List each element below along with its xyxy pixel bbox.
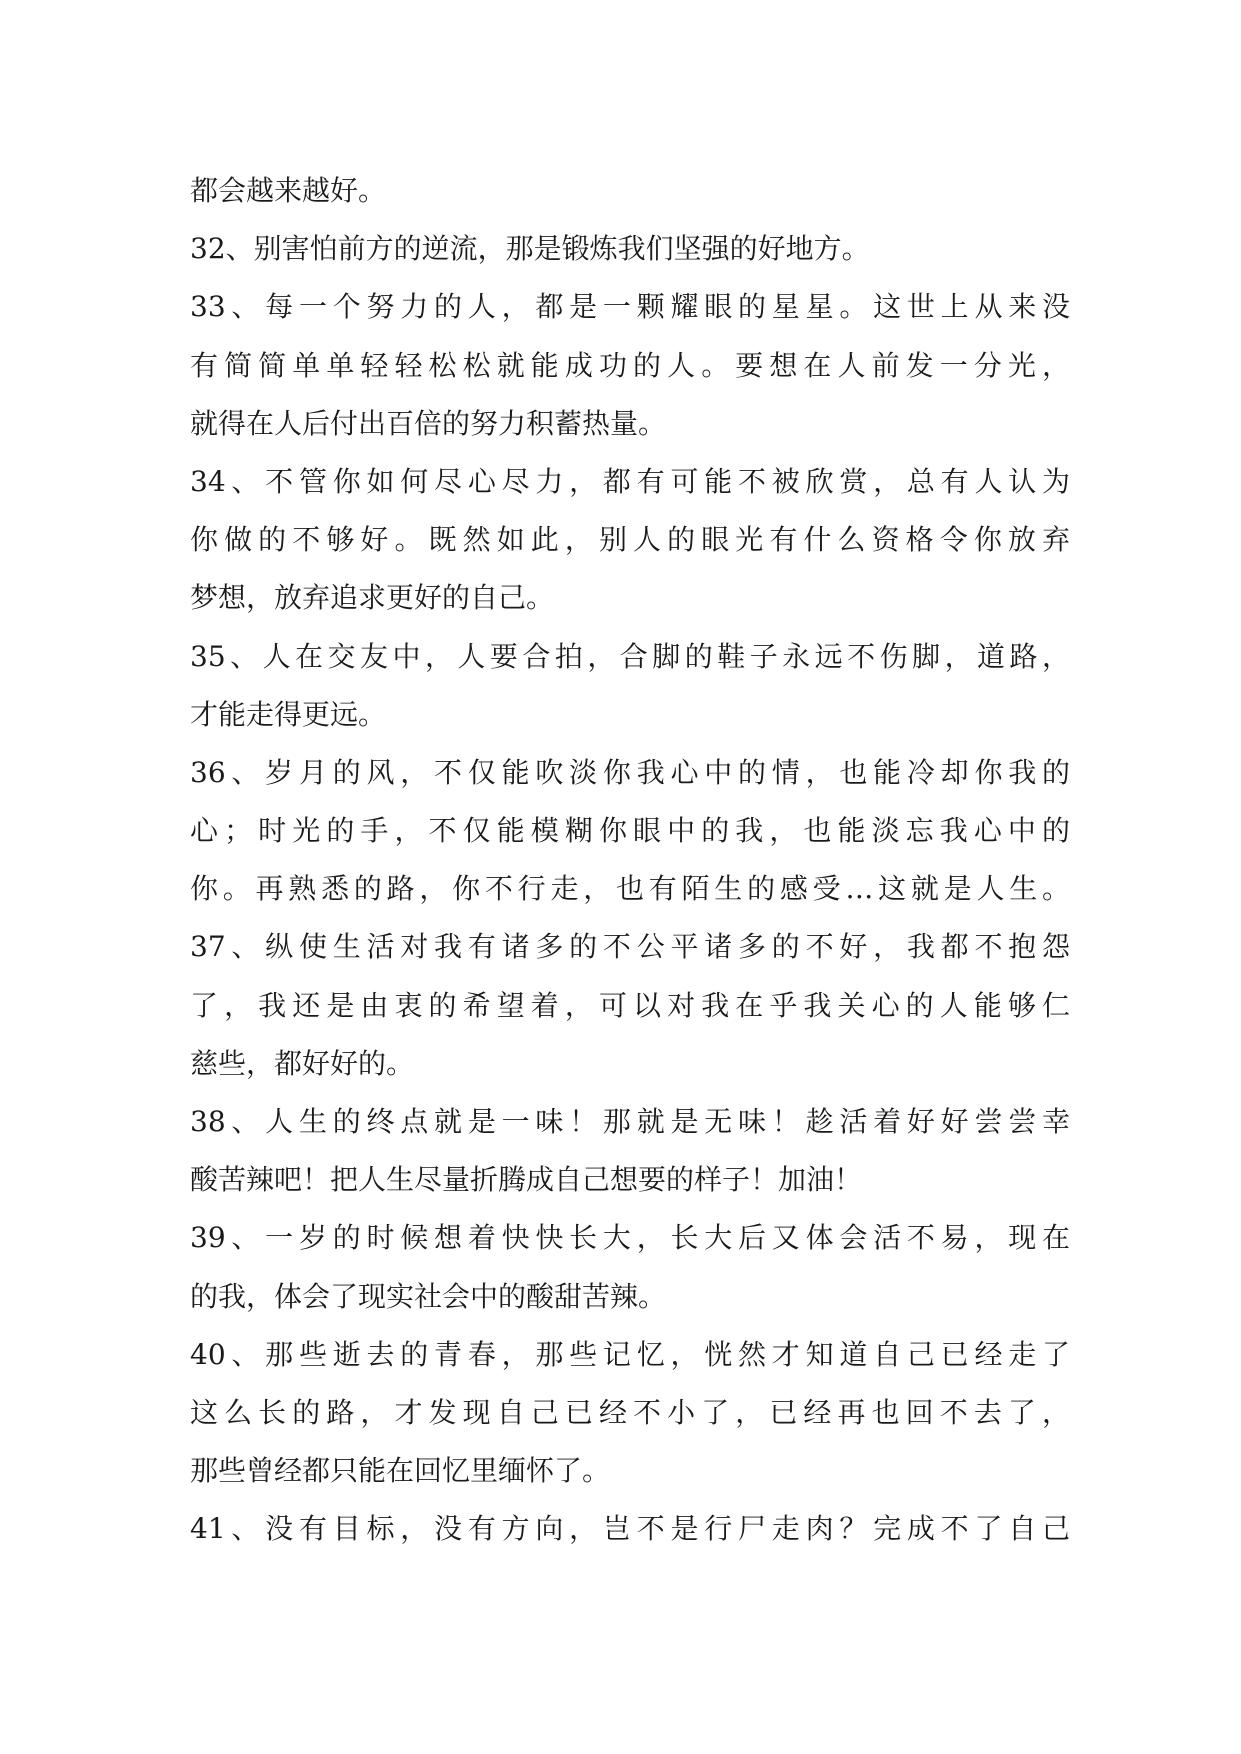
text-line: 39、一岁的时候想着快快长大，长大后又体会活不易，现在 [190, 1221, 1070, 1255]
text-line: 32、别害怕前方的逆流，那是锻炼我们坚强的好地方。 [190, 232, 870, 266]
text-line: 33、每一个努力的人，都是一颗耀眼的星星。这世上从来没 [190, 290, 1070, 324]
text-line: 慈些，都好好的。 [190, 1046, 415, 1080]
text-line: 36、岁月的风，不仅能吹淡你我心中的情，也能冷却你我的 [190, 755, 1070, 789]
text-line: 梦想，放弃追求更好的自己。 [190, 581, 555, 615]
text-line: 你做的不够好。既然如此，别人的眼光有什么资格令你放弃 [190, 523, 1070, 557]
text-line: 都会越来越好。 [190, 174, 387, 207]
text-line: 41、没有目标，没有方向，岂不是行尸走肉？完成不了自己 [190, 1512, 1070, 1546]
text-line: 38、人生的终点就是一味！那就是无味！趁活着好好尝尝幸 [190, 1105, 1070, 1138]
text-line: 你。再熟悉的路，你不行走，也有陌生的感受…这就是人生。 [190, 872, 1070, 906]
text-line: 有简简单单轻轻松松就能成功的人。要想在人前发一分光， [190, 348, 1070, 382]
text-line: 才能走得更远。 [190, 697, 387, 731]
text-line: 了，我还是由衷的希望着，可以对我在乎我关心的人能够仁 [190, 988, 1070, 1022]
text-line: 那些曾经都只能在回忆里缅怀了。 [190, 1454, 611, 1488]
text-line: 34、不管你如何尽心尽力，都有可能不被欣赏，总有人认为 [190, 464, 1070, 498]
text-line: 37、纵使生活对我有诸多的不公平诸多的不好，我都不抱怨 [190, 930, 1070, 964]
text-line: 40、那些逝去的青春，那些记忆，恍然才知道自己已经走了 [190, 1337, 1070, 1371]
text-line: 酸苦辣吧！把人生尽量折腾成自己想要的样子！加油！ [190, 1163, 863, 1197]
text-line: 心；时光的手，不仅能模糊你眼中的我，也能淡忘我心中的 [190, 814, 1070, 848]
text-line: 的我，体会了现实社会中的酸甜苦辣。 [190, 1279, 667, 1313]
text-line: 就得在人后付出百倍的努力积蓄热量。 [190, 406, 667, 440]
text-line: 这么长的路，才发现自己已经不小了，已经再也回不去了， [190, 1395, 1070, 1429]
text-line: 35、人在交友中，人要合拍，合脚的鞋子永远不伤脚，道路， [190, 639, 1070, 673]
text-body [190, 162, 1070, 1559]
